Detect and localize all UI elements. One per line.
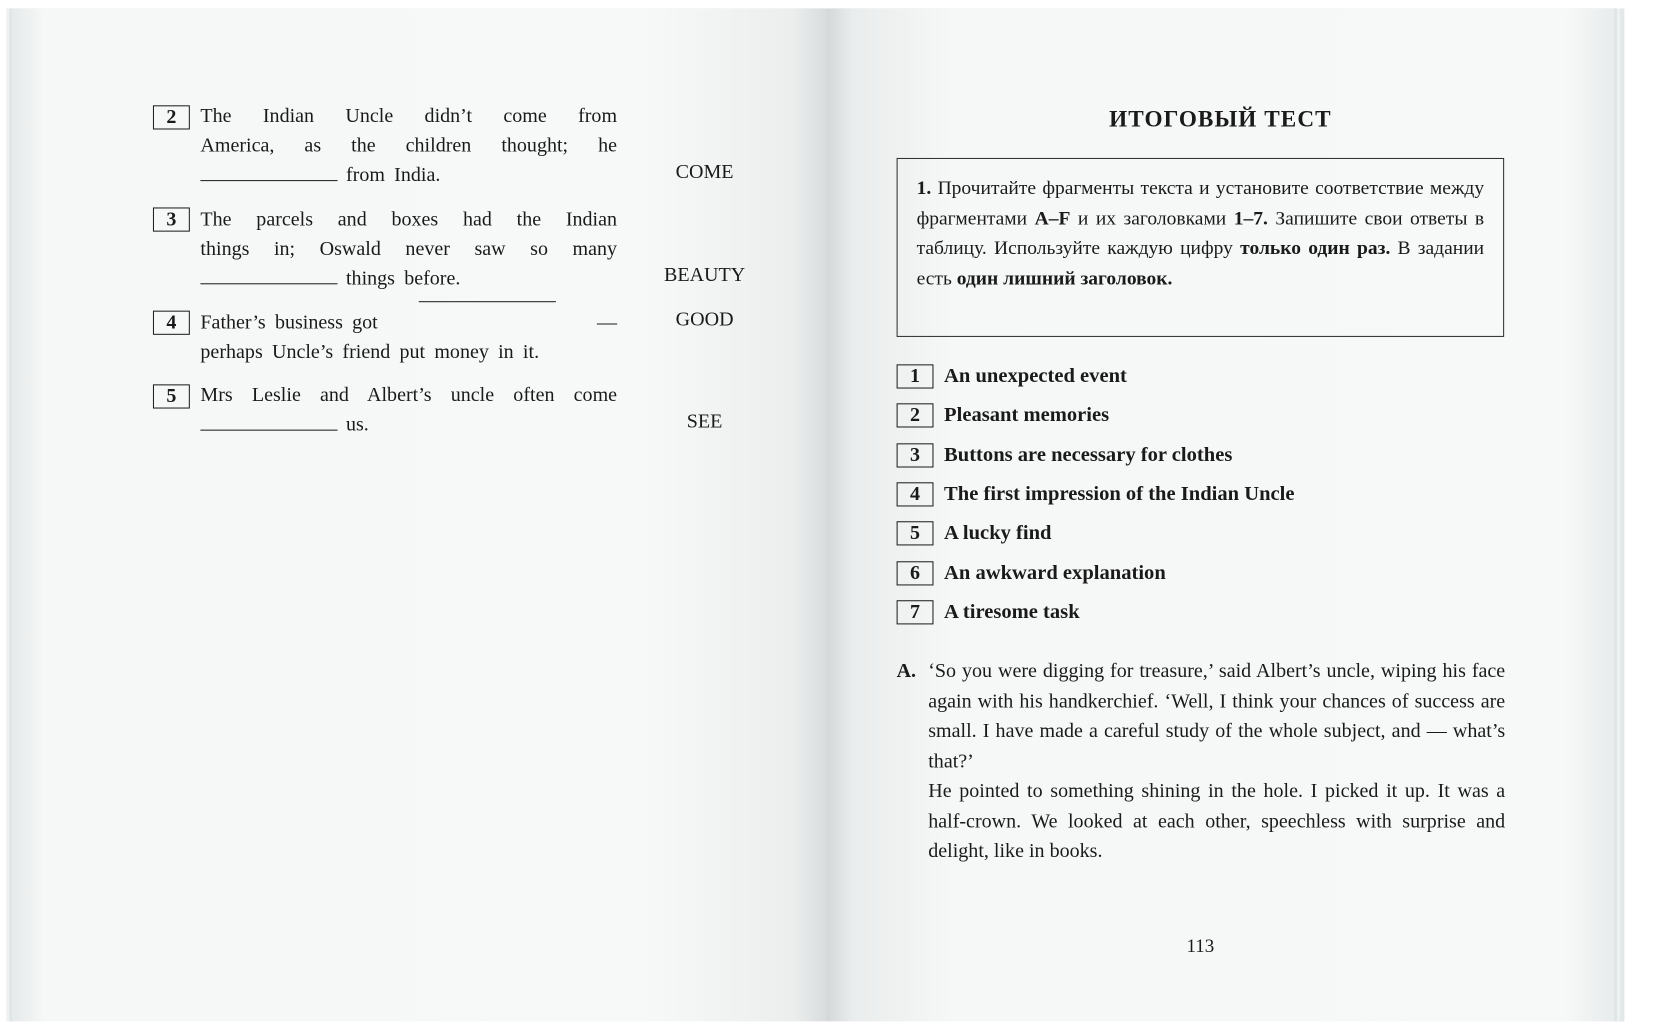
task-text: Прочитайте фрагменты текста и установите соответствие между фрагментами <box>916 177 1485 230</box>
heading-text: The first impression of the Indian Uncle <box>944 483 1295 506</box>
item-number-box: 5 <box>153 384 190 408</box>
exercise-item-3 <box>200 205 617 293</box>
heading-number-box: 1 <box>897 364 934 388</box>
item-text-line: Mrs Leslie and Albert’s uncle often come <box>200 384 618 407</box>
item-head: Father’s business got <box>200 311 378 334</box>
answer-blank[interactable] <box>200 429 337 431</box>
task-bold: 1–7. <box>1233 207 1268 230</box>
item-text-line <box>200 411 617 440</box>
task-bold: только один раз. <box>1240 237 1391 260</box>
keyword: BEAUTY <box>663 264 746 287</box>
task-text: В задании есть <box>916 237 1485 290</box>
heading-number-box: 5 <box>897 521 934 545</box>
keyword: GOOD <box>675 308 734 331</box>
item-text-line: The Indian Uncle didn’t come from <box>200 105 618 128</box>
page-number: 113 <box>1186 935 1215 957</box>
passage-label: A. <box>896 660 917 683</box>
heading-number-box: 6 <box>897 561 934 585</box>
task-bold: один лишний заголовок. <box>956 267 1173 290</box>
item-text-line: The parcels and boxes had the Indian <box>200 208 618 231</box>
item-number-box: 3 <box>153 207 190 231</box>
keyword: SEE <box>686 410 723 433</box>
heading-number-box: 2 <box>897 403 934 427</box>
item-number-box: 2 <box>153 105 190 129</box>
heading-text: A lucky find <box>944 522 1052 545</box>
item-tail: us. <box>345 413 369 436</box>
item-number-box: 4 <box>153 311 190 335</box>
task-text: Запишите свои ответы в таблицу. Используйте каждую цифру <box>916 207 1485 260</box>
page-title: ИТОГОВЫЙ ТЕСТ <box>1109 105 1332 132</box>
heading-text: Buttons are necessary for clothes <box>944 444 1233 467</box>
task-bold: A–F <box>1034 207 1071 230</box>
task-number: 1. <box>916 177 932 200</box>
heading-number-box: 3 <box>897 443 934 467</box>
dash: — <box>597 311 618 334</box>
heading-number-box: 7 <box>897 600 934 624</box>
item-text-line: things in; Oswald never saw so many <box>200 237 618 261</box>
passage-a <box>928 657 1505 867</box>
heading-text: Pleasant memories <box>944 404 1110 427</box>
task-instructions-box <box>897 158 1505 337</box>
heading-text: An awkward explanation <box>944 562 1166 585</box>
answer-blank[interactable] <box>200 179 337 181</box>
item-text-line <box>200 264 617 293</box>
passage-paragraph: ‘So you were digging for treasure,’ said Albert’s uncle, wiping his face again with his handkerchief. ‘Well, I think your chances of success are small. I have made a careful study of the whole subject, and — what’s that?’ <box>928 660 1506 773</box>
passage-paragraph: He pointed to something shining in the hole. I picked it up. It was a half-crown. We looked at each other, speechless with surprise and delight, like in books. <box>928 780 1506 863</box>
item-tail: from India. <box>345 164 441 187</box>
answer-blank[interactable] <box>419 300 556 302</box>
exercise-item-2 <box>200 102 617 190</box>
answer-blank[interactable] <box>200 282 337 284</box>
heading-number-box: 4 <box>897 482 934 506</box>
exercise-item-5 <box>200 381 617 440</box>
item-text-line <box>200 309 617 338</box>
item-tail: things before. <box>345 267 461 290</box>
item-text-line: America, as the children thought; he <box>200 134 618 157</box>
task-text: и их заголовками <box>1077 207 1227 230</box>
exercise-item-4 <box>200 309 617 368</box>
item-text-line <box>200 161 617 190</box>
heading-text: A tiresome task <box>944 601 1080 624</box>
heading-text: An unexpected event <box>944 365 1127 388</box>
keyword: COME <box>675 161 734 184</box>
item-text-line: perhaps Uncle’s friend put money in it. <box>200 341 540 364</box>
